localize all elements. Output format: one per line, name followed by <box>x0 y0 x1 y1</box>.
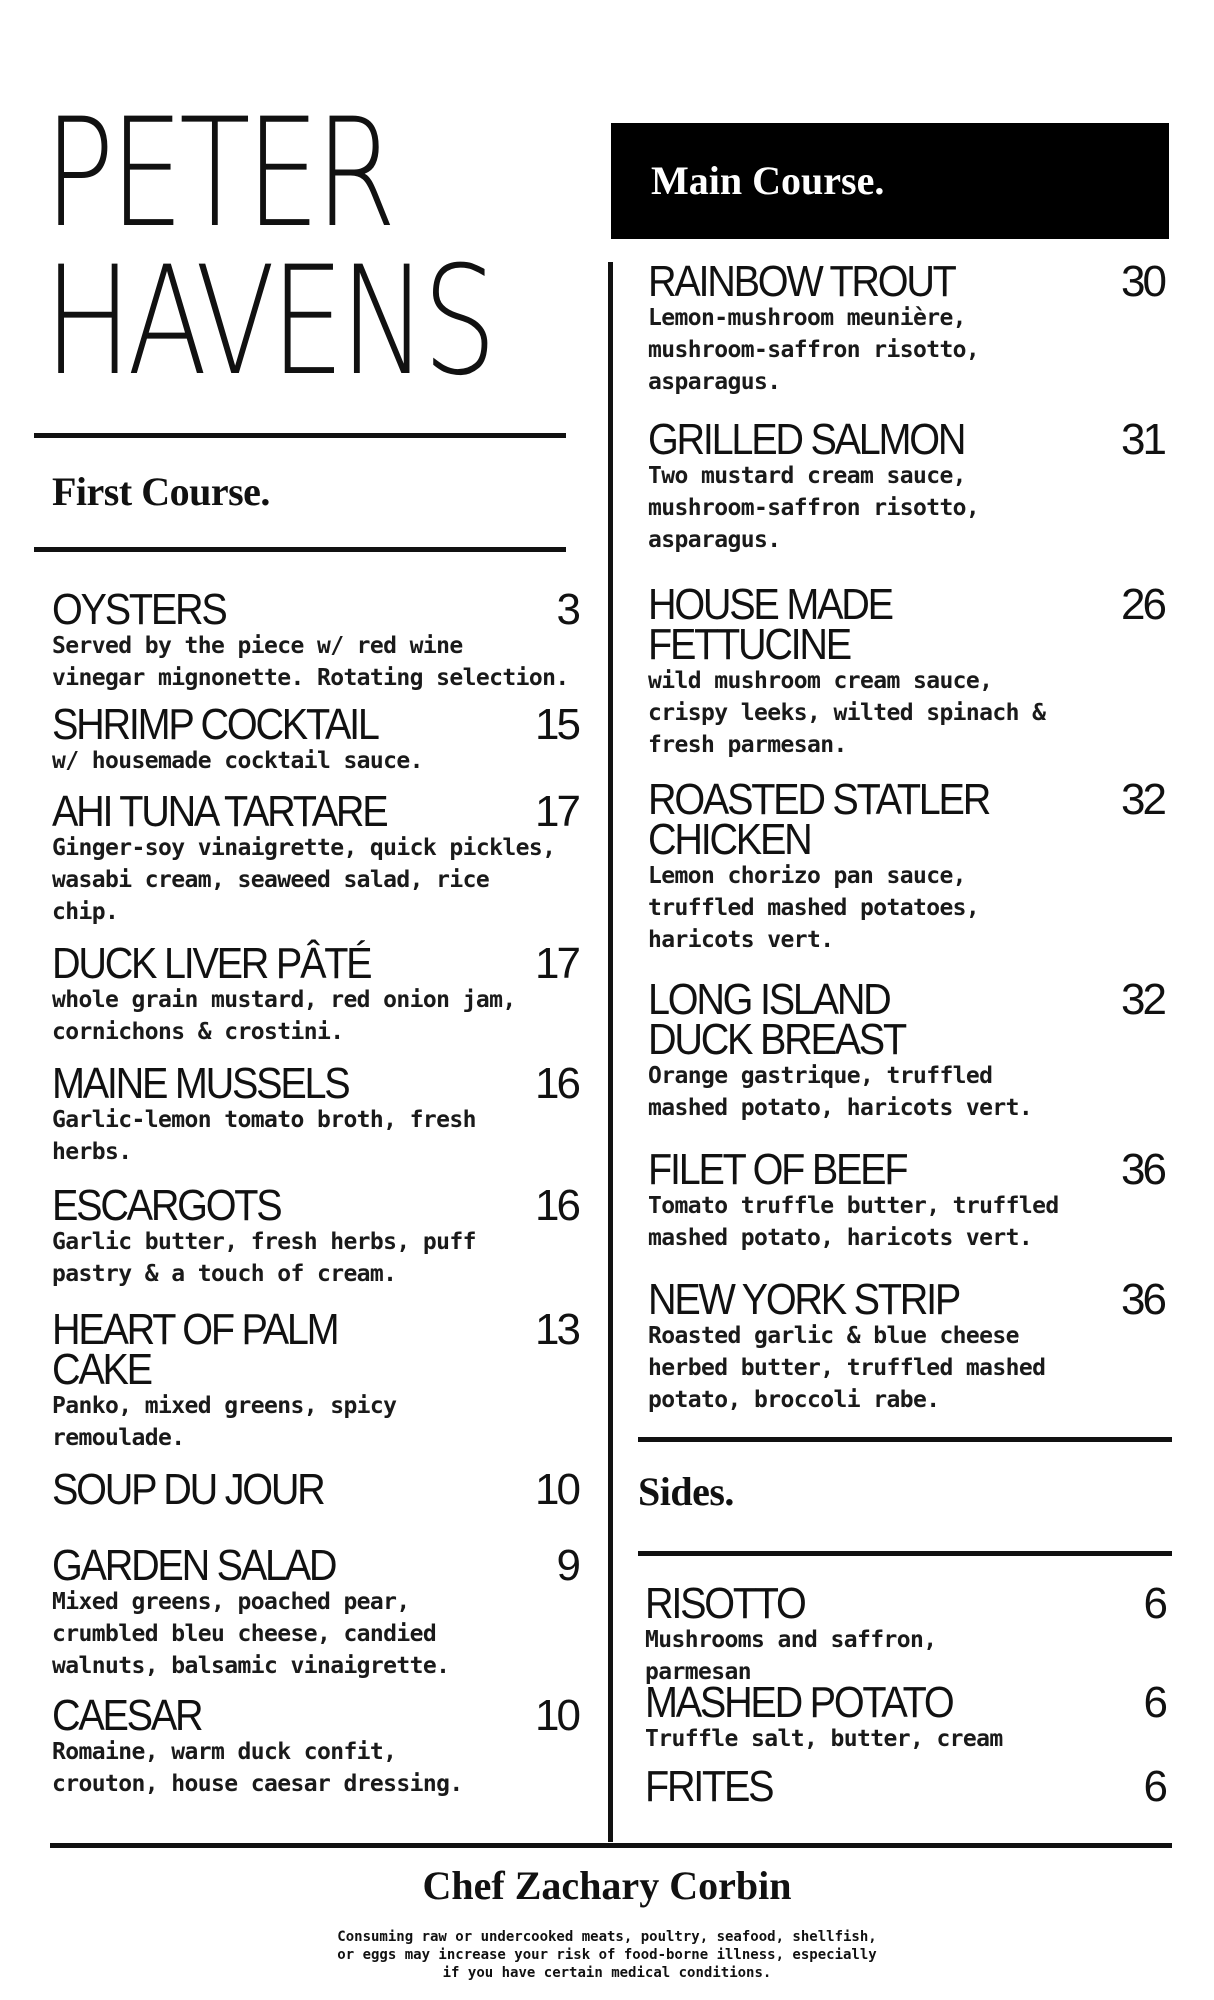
item-description-line: crouton, house caesar dressing. <box>52 1771 463 1797</box>
item-description-line: fresh parmesan. <box>648 732 847 758</box>
side-menu-item <box>645 1762 1165 1811</box>
item-price: 17 <box>535 939 578 988</box>
item-name-line: MASHED POTATO <box>645 1678 953 1727</box>
item-description-line: crispy leeks, wilted spinach & <box>648 700 1046 726</box>
divider <box>638 1551 1172 1556</box>
first-course-menu-item <box>52 787 578 928</box>
item-description-line: Garlic-lemon tomato broth, fresh <box>52 1107 476 1133</box>
item-description-line: Romaine, warm duck confit, <box>52 1739 397 1765</box>
item-description-line: Panko, mixed greens, spicy <box>52 1393 397 1419</box>
main-course-menu-item <box>648 1275 1164 1416</box>
item-name-line: MAINE MUSSELS <box>52 1059 349 1108</box>
item-description-line: herbs. <box>52 1139 132 1165</box>
main-course-title: Main Course. <box>651 158 885 203</box>
item-description-line: Orange gastrique, truffled <box>648 1063 993 1089</box>
item-description <box>52 745 578 777</box>
item-price: 6 <box>1143 1762 1165 1811</box>
item-description <box>648 1320 1164 1416</box>
item-description-line: mushroom-saffron risotto, <box>648 337 980 363</box>
item-description-line: wild mushroom cream sauce, <box>648 668 993 694</box>
first-course-menu-item <box>52 1465 578 1514</box>
item-description <box>52 1226 578 1290</box>
item-description-line: Lemon chorizo pan sauce, <box>648 863 966 889</box>
item-description-line: Served by the piece w/ red wine <box>52 633 463 659</box>
item-name-line: CAKE <box>52 1345 151 1394</box>
item-description <box>648 1190 1164 1254</box>
item-description-line: walnuts, balsamic vinaigrette. <box>52 1653 450 1679</box>
item-name-line: DUCK BREAST <box>648 1015 905 1064</box>
item-description-line: asparagus. <box>648 527 781 553</box>
item-name-line: RAINBOW TROUT <box>648 257 955 306</box>
item-description <box>52 1736 578 1800</box>
item-name-line: FETTUCINE <box>648 620 850 669</box>
item-price: 32 <box>1121 975 1164 1024</box>
item-description-line: mashed potato, haricots vert. <box>648 1095 1033 1121</box>
item-description-line: Mushrooms and saffron, <box>645 1627 937 1653</box>
item-description <box>52 984 578 1048</box>
item-name-line: FILET OF BEEF <box>648 1145 907 1194</box>
item-name <box>52 585 525 634</box>
disclaimer-line: if you have certain medical conditions. <box>442 1965 772 1981</box>
item-description-line: Roasted garlic & blue cheese <box>648 1323 1019 1349</box>
item-description-line: Two mustard cream sauce, <box>648 463 966 489</box>
item-name-line: ROASTED STATLER <box>648 775 990 824</box>
item-name-line: HOUSE MADE <box>648 580 892 629</box>
main-course-menu-item <box>648 775 1164 956</box>
item-description-line: crumbled bleu cheese, candied <box>52 1621 437 1647</box>
item-description <box>52 832 578 928</box>
item-description-line: vinegar mignonette. Rotating selection. <box>52 665 569 691</box>
item-name-line: NEW YORK STRIP <box>648 1275 960 1324</box>
item-description <box>645 1723 1165 1755</box>
item-description <box>52 1390 578 1454</box>
item-name <box>52 1465 525 1514</box>
item-description-line: potato, broccoli rabe. <box>648 1387 940 1413</box>
first-course-menu-item <box>52 1691 578 1800</box>
first-course-menu-item <box>52 700 578 777</box>
main-course-menu-item <box>648 1145 1164 1254</box>
first-course-menu-item <box>52 1541 578 1682</box>
item-description <box>648 665 1164 761</box>
item-name <box>648 1275 1112 1324</box>
item-description <box>52 1586 578 1682</box>
item-name <box>52 1541 525 1590</box>
item-name-line: AHI TUNA TARTARE <box>52 787 387 836</box>
side-menu-item <box>645 1678 1165 1755</box>
item-price: 17 <box>535 787 578 836</box>
item-name-line: LONG ISLAND <box>648 975 890 1024</box>
main-course-menu-item <box>648 580 1164 761</box>
item-description <box>648 860 1164 956</box>
item-name-line: RISOTTO <box>645 1579 805 1628</box>
item-name <box>645 1762 1113 1811</box>
item-name <box>648 1145 1112 1194</box>
item-description-line: pastry & a touch of cream. <box>52 1261 397 1287</box>
item-description <box>52 630 578 694</box>
sides-title: Sides. <box>638 1469 734 1514</box>
item-name <box>52 939 525 988</box>
first-course-menu-item <box>52 939 578 1048</box>
item-price: 36 <box>1121 1145 1164 1194</box>
disclaimer-line: or eggs may increase your risk of food-borne illness, especially <box>337 1947 877 1963</box>
item-description-line: haricots vert. <box>648 927 834 953</box>
main-course-header <box>611 123 1169 239</box>
brand-line-1: PETER <box>44 87 392 261</box>
restaurant-logo <box>44 87 493 409</box>
item-name-line: CAESAR <box>52 1691 202 1740</box>
item-name-line: GARDEN SALAD <box>52 1541 336 1590</box>
main-course-menu-item <box>648 257 1164 398</box>
item-name <box>648 580 1112 669</box>
item-price: 26 <box>1121 580 1164 629</box>
item-description-line: wasabi cream, seaweed salad, rice <box>52 867 490 893</box>
item-name-line: ESCARGOTS <box>52 1181 281 1230</box>
item-description-line: w/ housemade cocktail sauce. <box>52 748 423 774</box>
item-price: 30 <box>1121 257 1164 306</box>
item-price: 36 <box>1121 1275 1164 1324</box>
item-name <box>645 1678 1113 1727</box>
item-price: 10 <box>535 1691 578 1740</box>
first-course-menu-item <box>52 1059 578 1168</box>
item-name <box>52 700 525 749</box>
item-name-line: OYSTERS <box>52 585 226 634</box>
divider <box>34 547 566 552</box>
item-description-line: whole grain mustard, red onion jam, <box>52 987 516 1013</box>
item-description-line: Lemon-mushroom meunière, <box>648 305 966 331</box>
item-name <box>648 775 1112 864</box>
item-description-line: Truffle salt, butter, cream <box>645 1726 1003 1752</box>
item-description-line: Ginger-soy vinaigrette, quick pickles, <box>52 835 556 861</box>
item-description-line: Garlic butter, fresh herbs, puff <box>52 1229 476 1255</box>
item-price: 6 <box>1143 1579 1165 1628</box>
item-description <box>648 302 1164 398</box>
item-name <box>52 1059 525 1108</box>
item-price: 31 <box>1121 415 1164 464</box>
item-description-line: herbed butter, truffled mashed <box>648 1355 1046 1381</box>
item-description-line: truffled mashed potatoes, <box>648 895 980 921</box>
chef-name: Chef Zachary Corbin <box>422 1863 792 1908</box>
item-price: 10 <box>535 1465 578 1514</box>
item-price: 9 <box>556 1541 578 1590</box>
item-name <box>648 975 1112 1064</box>
item-price: 13 <box>535 1305 578 1354</box>
brand-line-2: HAVENS <box>44 235 493 409</box>
divider <box>50 1843 1172 1848</box>
item-description-line: chip. <box>52 899 119 925</box>
item-price: 6 <box>1143 1678 1165 1727</box>
item-description-line: mashed potato, haricots vert. <box>648 1225 1033 1251</box>
item-name <box>648 415 1112 464</box>
divider <box>638 1437 1172 1442</box>
item-description <box>648 1060 1164 1124</box>
item-name-line: DUCK LIVER PÂTÉ <box>52 939 371 988</box>
item-description-line: Tomato truffle butter, truffled <box>648 1193 1059 1219</box>
item-name-line: SOUP DU JOUR <box>52 1465 324 1514</box>
item-name <box>52 787 525 836</box>
item-price: 3 <box>556 585 578 634</box>
item-description-line: cornichons & crostini. <box>52 1019 344 1045</box>
first-course-menu-item <box>52 1305 578 1454</box>
item-description-line: remoulade. <box>52 1425 185 1451</box>
item-price: 32 <box>1121 775 1164 824</box>
first-course-menu-item <box>52 585 578 694</box>
item-name <box>52 1305 525 1394</box>
main-course-menu-item <box>648 415 1164 556</box>
item-description <box>648 460 1164 556</box>
item-name-line: CHICKEN <box>648 815 811 864</box>
main-course-menu-item <box>648 975 1164 1124</box>
disclaimer-line: Consuming raw or undercooked meats, poultry, seafood, shellfish, <box>337 1929 877 1945</box>
item-price: 16 <box>535 1181 578 1230</box>
side-menu-item <box>645 1579 1165 1688</box>
item-price: 15 <box>535 700 578 749</box>
first-course-title: First Course. <box>52 469 270 514</box>
column-divider <box>608 262 613 1842</box>
item-name-line: SHRIMP COCKTAIL <box>52 700 378 749</box>
item-description-line: asparagus. <box>648 369 781 395</box>
item-description-line: mushroom-saffron risotto, <box>648 495 980 521</box>
first-course-menu-item <box>52 1181 578 1290</box>
item-price: 16 <box>535 1059 578 1108</box>
item-description-line: Mixed greens, poached pear, <box>52 1589 410 1615</box>
health-disclaimer <box>0 1928 1214 1982</box>
item-name <box>52 1181 525 1230</box>
item-name-line: GRILLED SALMON <box>648 415 965 464</box>
item-description <box>52 1104 578 1168</box>
item-name <box>645 1579 1113 1628</box>
item-name <box>648 257 1112 306</box>
item-name-line: HEART OF PALM <box>52 1305 338 1354</box>
item-name-line: FRITES <box>645 1762 773 1811</box>
item-name <box>52 1691 525 1740</box>
divider <box>34 433 566 438</box>
item-description-line: parmesan <box>645 1659 751 1685</box>
